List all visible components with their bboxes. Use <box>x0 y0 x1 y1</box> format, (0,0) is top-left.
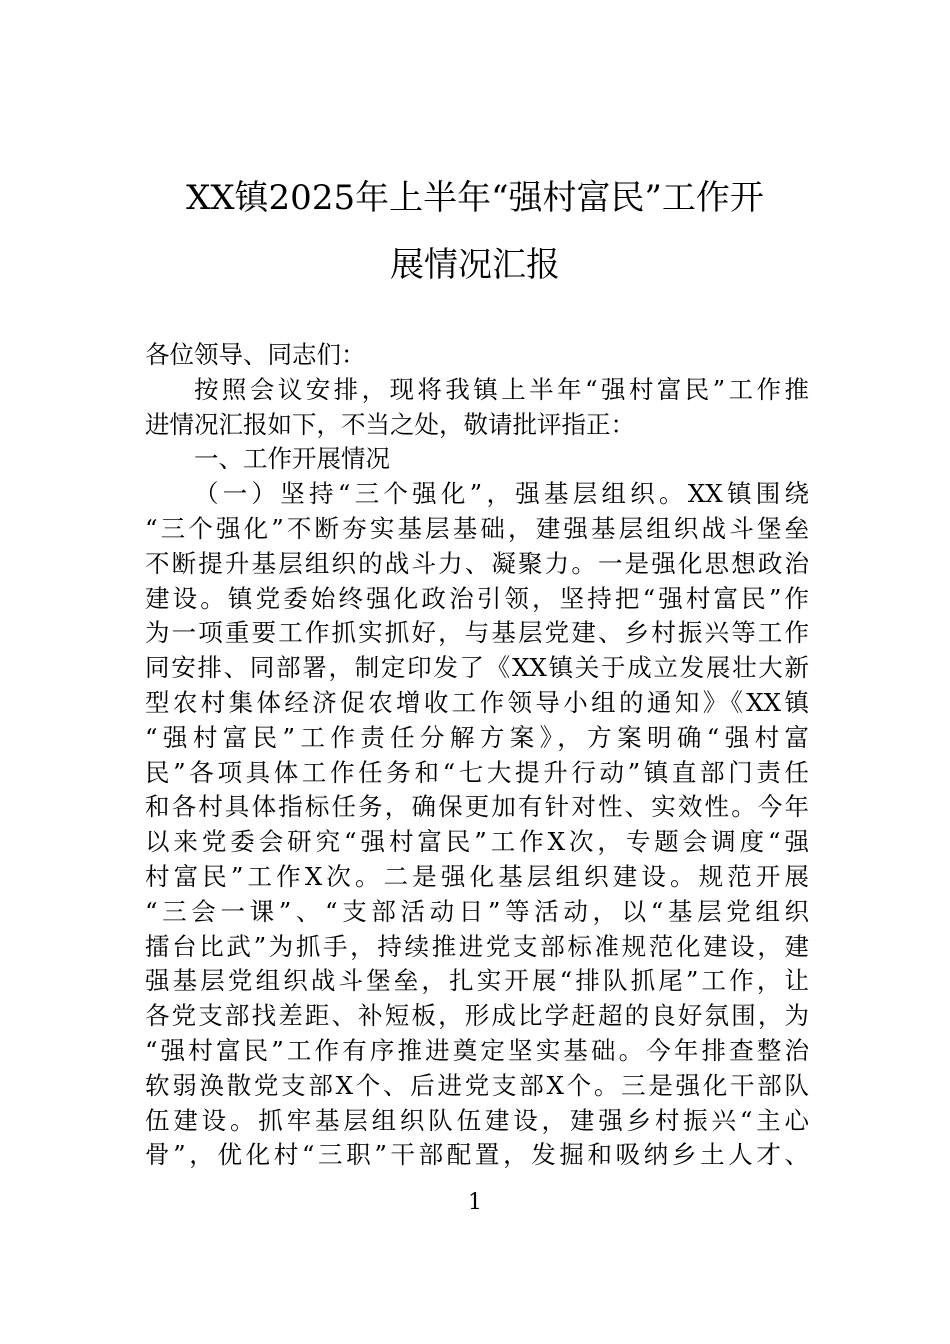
body-line: 伍建设。抓牢基层组织队伍建设，建强乡村振兴“主心 <box>145 1105 809 1135</box>
body-line: 按照会议安排，现将我镇上半年“强村富民”工作推 <box>194 374 809 404</box>
body-line: 建设。镇党委始终强化政治引领，坚持把“强村富民”作 <box>145 583 809 613</box>
body-line: 为一项重要工作抓实抓好，与基层党建、乡村振兴等工作 <box>145 618 809 648</box>
body-line: 和各村具体指标任务，确保更加有针对性、实效性。今年 <box>145 792 809 822</box>
body-line: 强基层党组织战斗堡垒，扎实开展“排队抓尾”工作，让 <box>145 966 809 996</box>
body-line: 软弱涣散党支部X个、后进党支部X个。三是强化干部队 <box>145 1070 809 1100</box>
body-line: 各党支部找差距、补短板，形成比学赶超的良好氛围，为 <box>145 1001 809 1031</box>
body-line: “三个强化”不断夯实基层基础，建强基层组织战斗堡垒 <box>145 513 809 543</box>
document-title-line-2: 展情况汇报 <box>390 245 560 285</box>
body-line: 型农村集体经济促农增收工作领导小组的通知》《XX镇 <box>145 687 809 717</box>
document-title-line-1: XX镇2025年上半年“强村富民”工作开 <box>186 178 764 218</box>
salutation: 各位领导、同志们： <box>145 340 366 369</box>
body-line: 以来党委会研究“强村富民”工作X次，专题会调度“强 <box>145 827 809 857</box>
section-heading: 一、工作开展情况 <box>194 444 390 474</box>
body-line: 不断提升基层组织的战斗力、凝聚力。一是强化思想政治 <box>145 548 809 578</box>
body-line: 进情况汇报如下，不当之处，敬请批评指正： <box>145 409 635 439</box>
body-line: 民”各项具体工作任务和“七大提升行动”镇直部门责任 <box>145 757 809 787</box>
document-body <box>145 338 809 1173</box>
body-line: 同安排、同部署，制定印发了《XX镇关于成立发展壮大新 <box>145 653 809 683</box>
body-line: 擂台比武”为抓手，持续推进党支部标准规范化建设，建 <box>145 931 809 961</box>
body-line: “强村富民”工作有序推进奠定坚实基础。今年排查整治 <box>145 1035 809 1065</box>
body-line: 村富民”工作X次。二是强化基层组织建设。规范开展 <box>145 861 809 891</box>
body-line: “强村富民”工作责任分解方案》，方案明确“强村富 <box>145 722 809 752</box>
page-number: 1 <box>468 1190 482 1215</box>
body-line: 骨”，优化村“三职”干部配置，发掘和吸纳乡土人才、 <box>145 1140 809 1170</box>
body-line: “三会一课”、“支部活动日”等活动，以“基层党组织 <box>145 896 809 926</box>
body-line: （一）坚持“三个强化”，强基层组织。XX镇围绕 <box>194 479 809 509</box>
